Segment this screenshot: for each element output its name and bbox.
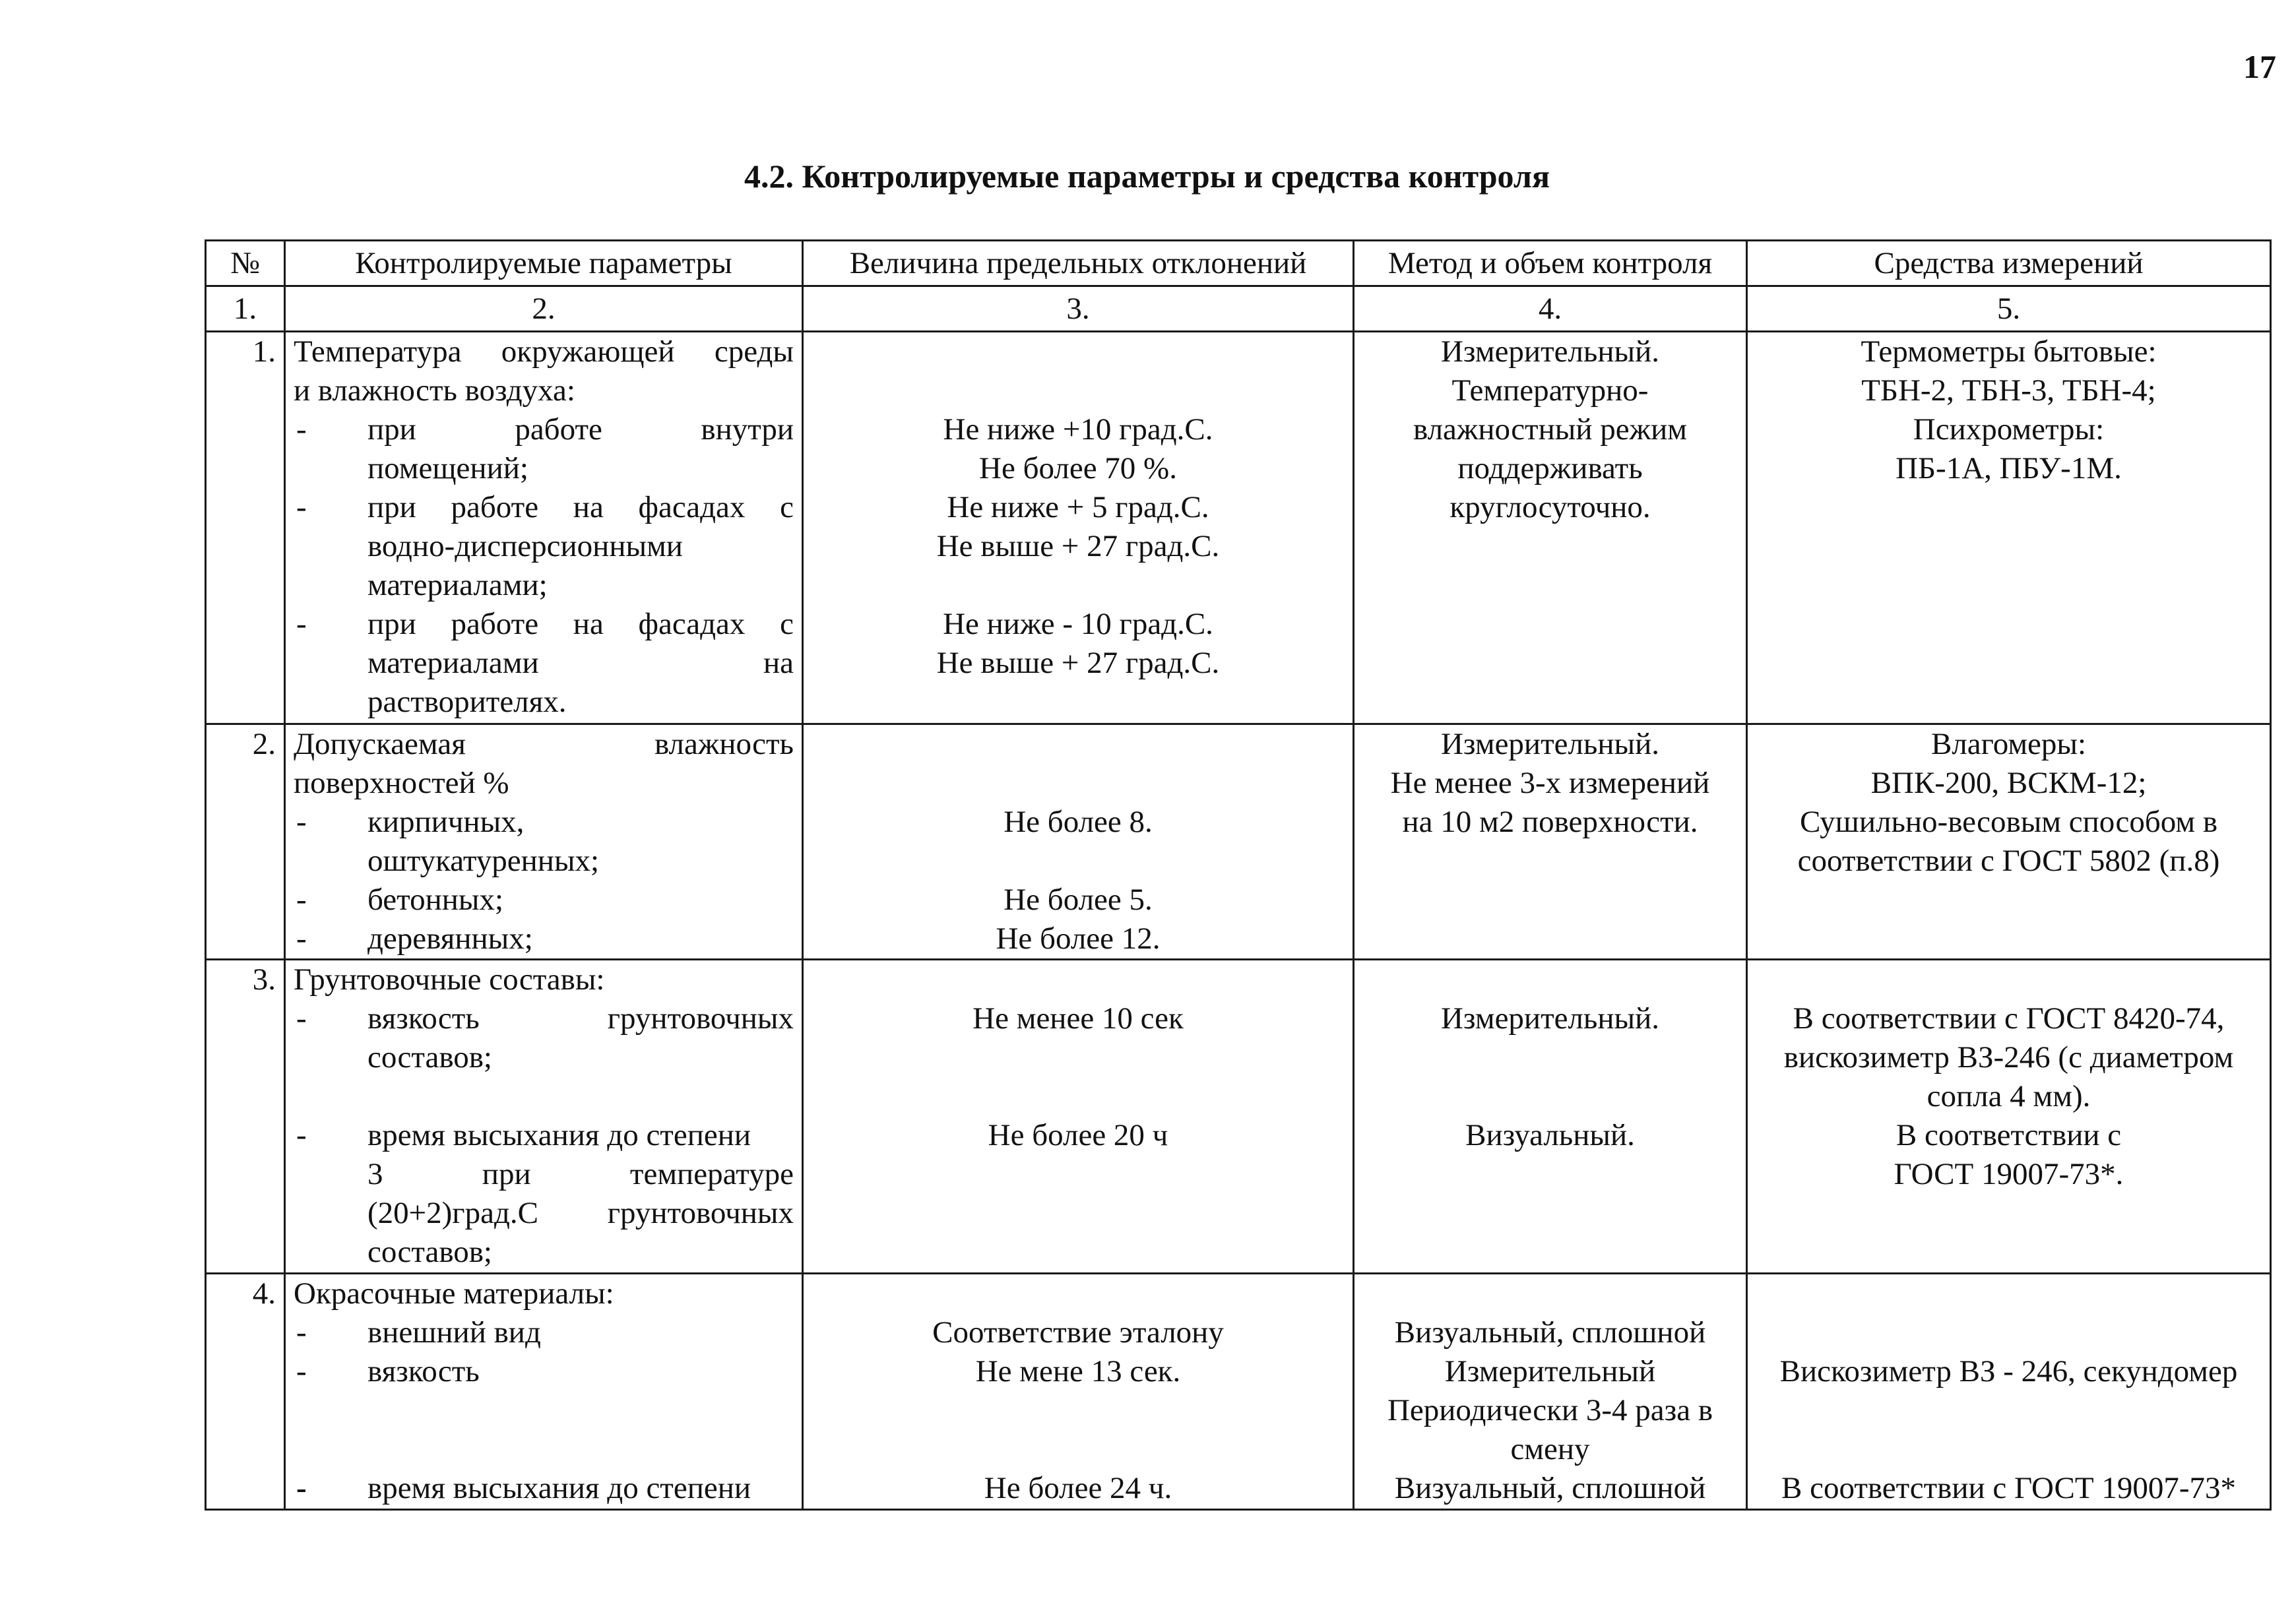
header-cell: № [206,241,285,286]
parameter-title-line: и влажность воздуха: [294,373,575,408]
list-item [294,410,794,488]
list-item-line: вязкость грунтовочных [367,1001,794,1036]
list-item-line: материалами на [367,646,794,680]
list-item-line: растворителях. [367,685,567,719]
list-dash: - [296,805,307,839]
list-item-line: материалами; [367,568,548,602]
list-item [294,1469,794,1508]
method-cell [1354,332,1747,724]
list-dash: - [296,1471,307,1505]
method-line: круглосуточно. [1450,490,1651,524]
tools-line: Психрометры: [1913,412,2105,447]
tools-line: Вискозиметр ВЗ - 246, секундомер [1779,1354,2238,1389]
list-dash: - [296,1001,307,1036]
table-row [206,960,2271,1274]
page-number: 17 [2243,48,2276,85]
row-number: 3. [206,960,285,1274]
tools-line: вискозиметр ВЗ-246 (с диаметром [1783,1040,2234,1075]
tools-line: Сушильно-весовым способом в [1799,805,2218,839]
list-item-line: (20+2)град.С грунтовочных [367,1196,794,1230]
method-line: поддерживать [1457,451,1643,485]
deviation-cell [803,332,1354,724]
parameter-title-line: Грунтовочные составы: [294,962,605,997]
list-dash: - [296,883,307,917]
deviation-line: Не более 70 %. [979,451,1177,485]
list-dash: - [296,607,307,641]
tools-line: ТБН-2, ТБН-3, ТБН-4; [1861,373,2156,408]
list-dash: - [296,1315,307,1350]
deviation-line: Не ниже - 10 град.С. [943,607,1213,641]
list-item-line: время высыхания до степени [367,1471,751,1505]
header-cell: Контролируемые параметры [285,241,803,286]
method-line: Визуальный, сплошной [1394,1471,1706,1505]
method-line: Визуальный, сплошной [1394,1315,1706,1350]
method-line: влажностный режим [1413,412,1687,447]
tools-line: ВПК-200, ВСКМ-12; [1870,766,2147,800]
row-number: 1. [206,332,285,724]
tools-line: ГОСТ 19007-73*. [1894,1157,2124,1191]
method-line: Не менее 3-х измерений [1390,766,1710,800]
list-item-line: бетонных; [367,883,504,917]
deviation-line: Не выше + 27 град.С. [936,646,1220,680]
parameter-title-line: Температура окружающей среды [294,334,794,369]
tools-line: В соответствии с [1896,1118,2122,1152]
column-number: 1. [206,286,285,332]
row-number: 2. [206,724,285,960]
table-row [206,1274,2271,1510]
list-item [294,1352,794,1391]
list-item-line: внешний вид [367,1315,541,1350]
method-line: Измерительный. [1440,334,1660,369]
tools-line: В соответствии с ГОСТ 8420-74, [1793,1001,2225,1036]
section-title: 4.2. Контролируемые параметры и средства контроля [744,158,1550,195]
list-item-line: помещений; [367,451,528,485]
tools-line: Термометры бытовые: [1861,334,2157,369]
list-dash: - [296,412,307,447]
method-line: Периодически 3-4 раза в [1387,1393,1713,1427]
deviation-cell [803,960,1354,1274]
deviation-line: Не более 8. [1004,805,1153,839]
column-number: 2. [285,286,803,332]
list-item [294,999,794,1077]
tools-line: соответствии с ГОСТ 5802 (п.8) [1797,844,2220,878]
method-line: на 10 м2 поверхности. [1402,805,1698,839]
parameter-cell [285,960,803,1274]
column-number: 4. [1354,286,1747,332]
parameter-cell [285,332,803,724]
control-parameters-table [205,239,2272,1511]
deviation-line: Не мене 13 сек. [975,1354,1181,1389]
method-cell [1354,960,1747,1274]
table-row [206,724,2271,960]
column-number: 3. [803,286,1354,332]
list-item-line: составов; [367,1235,492,1269]
deviation-line: Не более 20 ч [988,1118,1168,1152]
tools-cell [1747,1274,2271,1510]
list-item-line: при работе внутри [367,412,794,447]
list-item [294,803,794,881]
row-number: 4. [206,1274,285,1510]
deviation-line: Не выше + 27 град.С. [936,529,1220,563]
tools-line: Влагомеры: [1930,727,2087,761]
deviation-line: Не более 5. [1004,883,1153,917]
list-dash: - [296,921,307,956]
deviation-line: Не более 12. [996,921,1161,956]
tools-line: В соответствии с ГОСТ 19007-73* [1781,1471,2236,1505]
method-line: Измерительный. [1440,1001,1660,1036]
list-dash: - [296,490,307,524]
method-line: Измерительный. [1440,727,1660,761]
tools-cell [1747,960,2271,1274]
list-item [294,881,794,920]
list-item-line: составов; [367,1040,492,1075]
list-item-line: водно-дисперсионными [367,529,683,563]
method-line: Температурно- [1451,373,1649,408]
method-line: Визуальный. [1465,1118,1635,1152]
list-item-line: деревянных; [367,921,533,956]
parameter-cell [285,1274,803,1510]
tools-line: сопла 4 мм). [1927,1079,2091,1113]
deviation-line: Соответствие эталону [932,1315,1224,1350]
deviation-line: Не менее 10 сек [972,1001,1184,1036]
method-line: Измерительный [1444,1354,1656,1389]
list-item-line: кирпичных, [367,805,525,839]
list-item-line: оштукатуренных; [367,844,600,878]
parameter-cell [285,724,803,960]
list-item [294,1116,794,1272]
table-row [206,332,2271,724]
header-cell: Метод и объем контроля [1354,241,1747,286]
column-number-row [206,286,2271,332]
deviation-cell [803,724,1354,960]
list-item-line: 3 при температуре [367,1157,794,1191]
tools-cell [1747,332,2271,724]
method-cell [1354,724,1747,960]
method-cell [1354,1274,1747,1510]
tools-line: ПБ-1А, ПБУ-1М. [1896,451,2122,485]
header-cell: Величина предельных отклонений [803,241,1354,286]
table-header-row [206,241,2271,286]
list-item [294,605,794,722]
tools-cell [1747,724,2271,960]
list-item-line: вязкость [367,1354,480,1389]
column-number: 5. [1747,286,2271,332]
deviation-cell [803,1274,1354,1510]
parameter-title-line: Допускаемая влажность [294,727,794,761]
list-item-line: при работе на фасадах с [367,607,794,641]
list-item-line: при работе на фасадах с [367,490,794,524]
deviation-line: Не ниже + 5 град.С. [947,490,1209,524]
method-line: смену [1510,1432,1590,1466]
list-item [294,488,794,605]
parameter-title-line: Окрасочные материалы: [294,1276,614,1311]
parameter-title-line: поверхностей % [294,766,509,800]
list-item [294,1313,794,1352]
deviation-line: Не более 24 ч. [984,1471,1172,1505]
list-dash: - [296,1354,307,1389]
header-cell: Средства измерений [1747,241,2271,286]
deviation-line: Не ниже +10 град.С. [943,412,1213,447]
list-item-line: время высыхания до степени [367,1118,751,1152]
list-item [294,920,794,958]
list-dash: - [296,1118,307,1152]
